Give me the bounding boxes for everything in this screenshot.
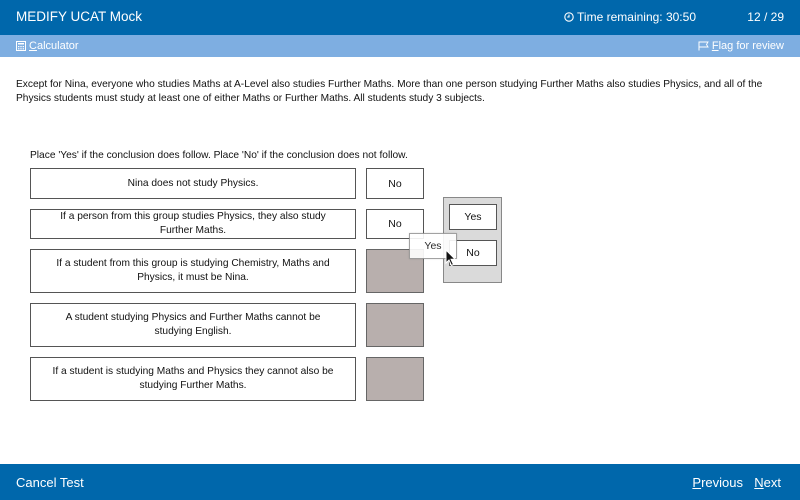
answer-slot-1[interactable]: No bbox=[366, 168, 424, 199]
statement-4 bbox=[30, 303, 356, 347]
statement-text: A student studying Physics and Further Maths cannot be studying English. bbox=[65, 312, 321, 337]
yes-option[interactable]: Yes bbox=[449, 204, 497, 230]
no-option[interactable]: No bbox=[449, 240, 497, 266]
statement-text: If a student is studying Maths and Physics they cannot also be studying Further Maths. bbox=[52, 366, 334, 391]
statement-2 bbox=[30, 209, 356, 239]
flag-for-review-button[interactable] bbox=[698, 40, 784, 52]
calculator-label: Calculator bbox=[29, 40, 79, 52]
app-title: MEDIFY UCAT Mock bbox=[16, 9, 143, 24]
flag-icon bbox=[698, 41, 709, 51]
toolbar bbox=[0, 35, 800, 57]
statement-text: Nina does not study Physics. bbox=[127, 177, 259, 189]
dragging-yes-token[interactable]: Yes bbox=[409, 233, 457, 259]
answer-slot-5[interactable] bbox=[366, 357, 424, 401]
calculator-button[interactable] bbox=[16, 40, 79, 52]
flag-label: Flag for review bbox=[711, 40, 784, 52]
question-instruction: Place 'Yes' if the conclusion does follow. Place 'No' if the conclusion does not follow. bbox=[30, 150, 408, 161]
statement-5 bbox=[30, 357, 356, 401]
statement-text: If a student from this group is studying Chemistry, Maths and Physics, it must be Nina. bbox=[56, 258, 330, 283]
statement-3 bbox=[30, 249, 356, 293]
mouse-cursor-icon bbox=[445, 249, 457, 267]
question-passage: Except for Nina, everyone who studies Maths at A-Level also studies Further Maths. More than one person studying Further Maths also studies Physics, and all of the Physics students must study at least one of either Maths or Further Maths. All students study 3 subjects. bbox=[16, 79, 763, 104]
question-counter: 12 / 29 bbox=[747, 10, 784, 24]
clock-icon bbox=[564, 12, 574, 22]
next-button[interactable]: Next bbox=[754, 475, 781, 490]
answer-slot-4[interactable] bbox=[366, 303, 424, 347]
answer-slot-2[interactable]: No bbox=[366, 209, 424, 239]
cancel-test-button[interactable]: Cancel Test bbox=[16, 475, 84, 490]
timer bbox=[564, 10, 696, 24]
statement-1 bbox=[30, 168, 356, 199]
footer-bar bbox=[0, 464, 800, 500]
header-bar bbox=[0, 0, 800, 35]
calculator-icon bbox=[16, 41, 26, 51]
timer-label: Time remaining: 30:50 bbox=[577, 10, 696, 24]
statement-text: If a person from this group studies Physics, they also study Further Maths. bbox=[60, 211, 326, 236]
previous-button[interactable]: Previous bbox=[692, 475, 743, 490]
